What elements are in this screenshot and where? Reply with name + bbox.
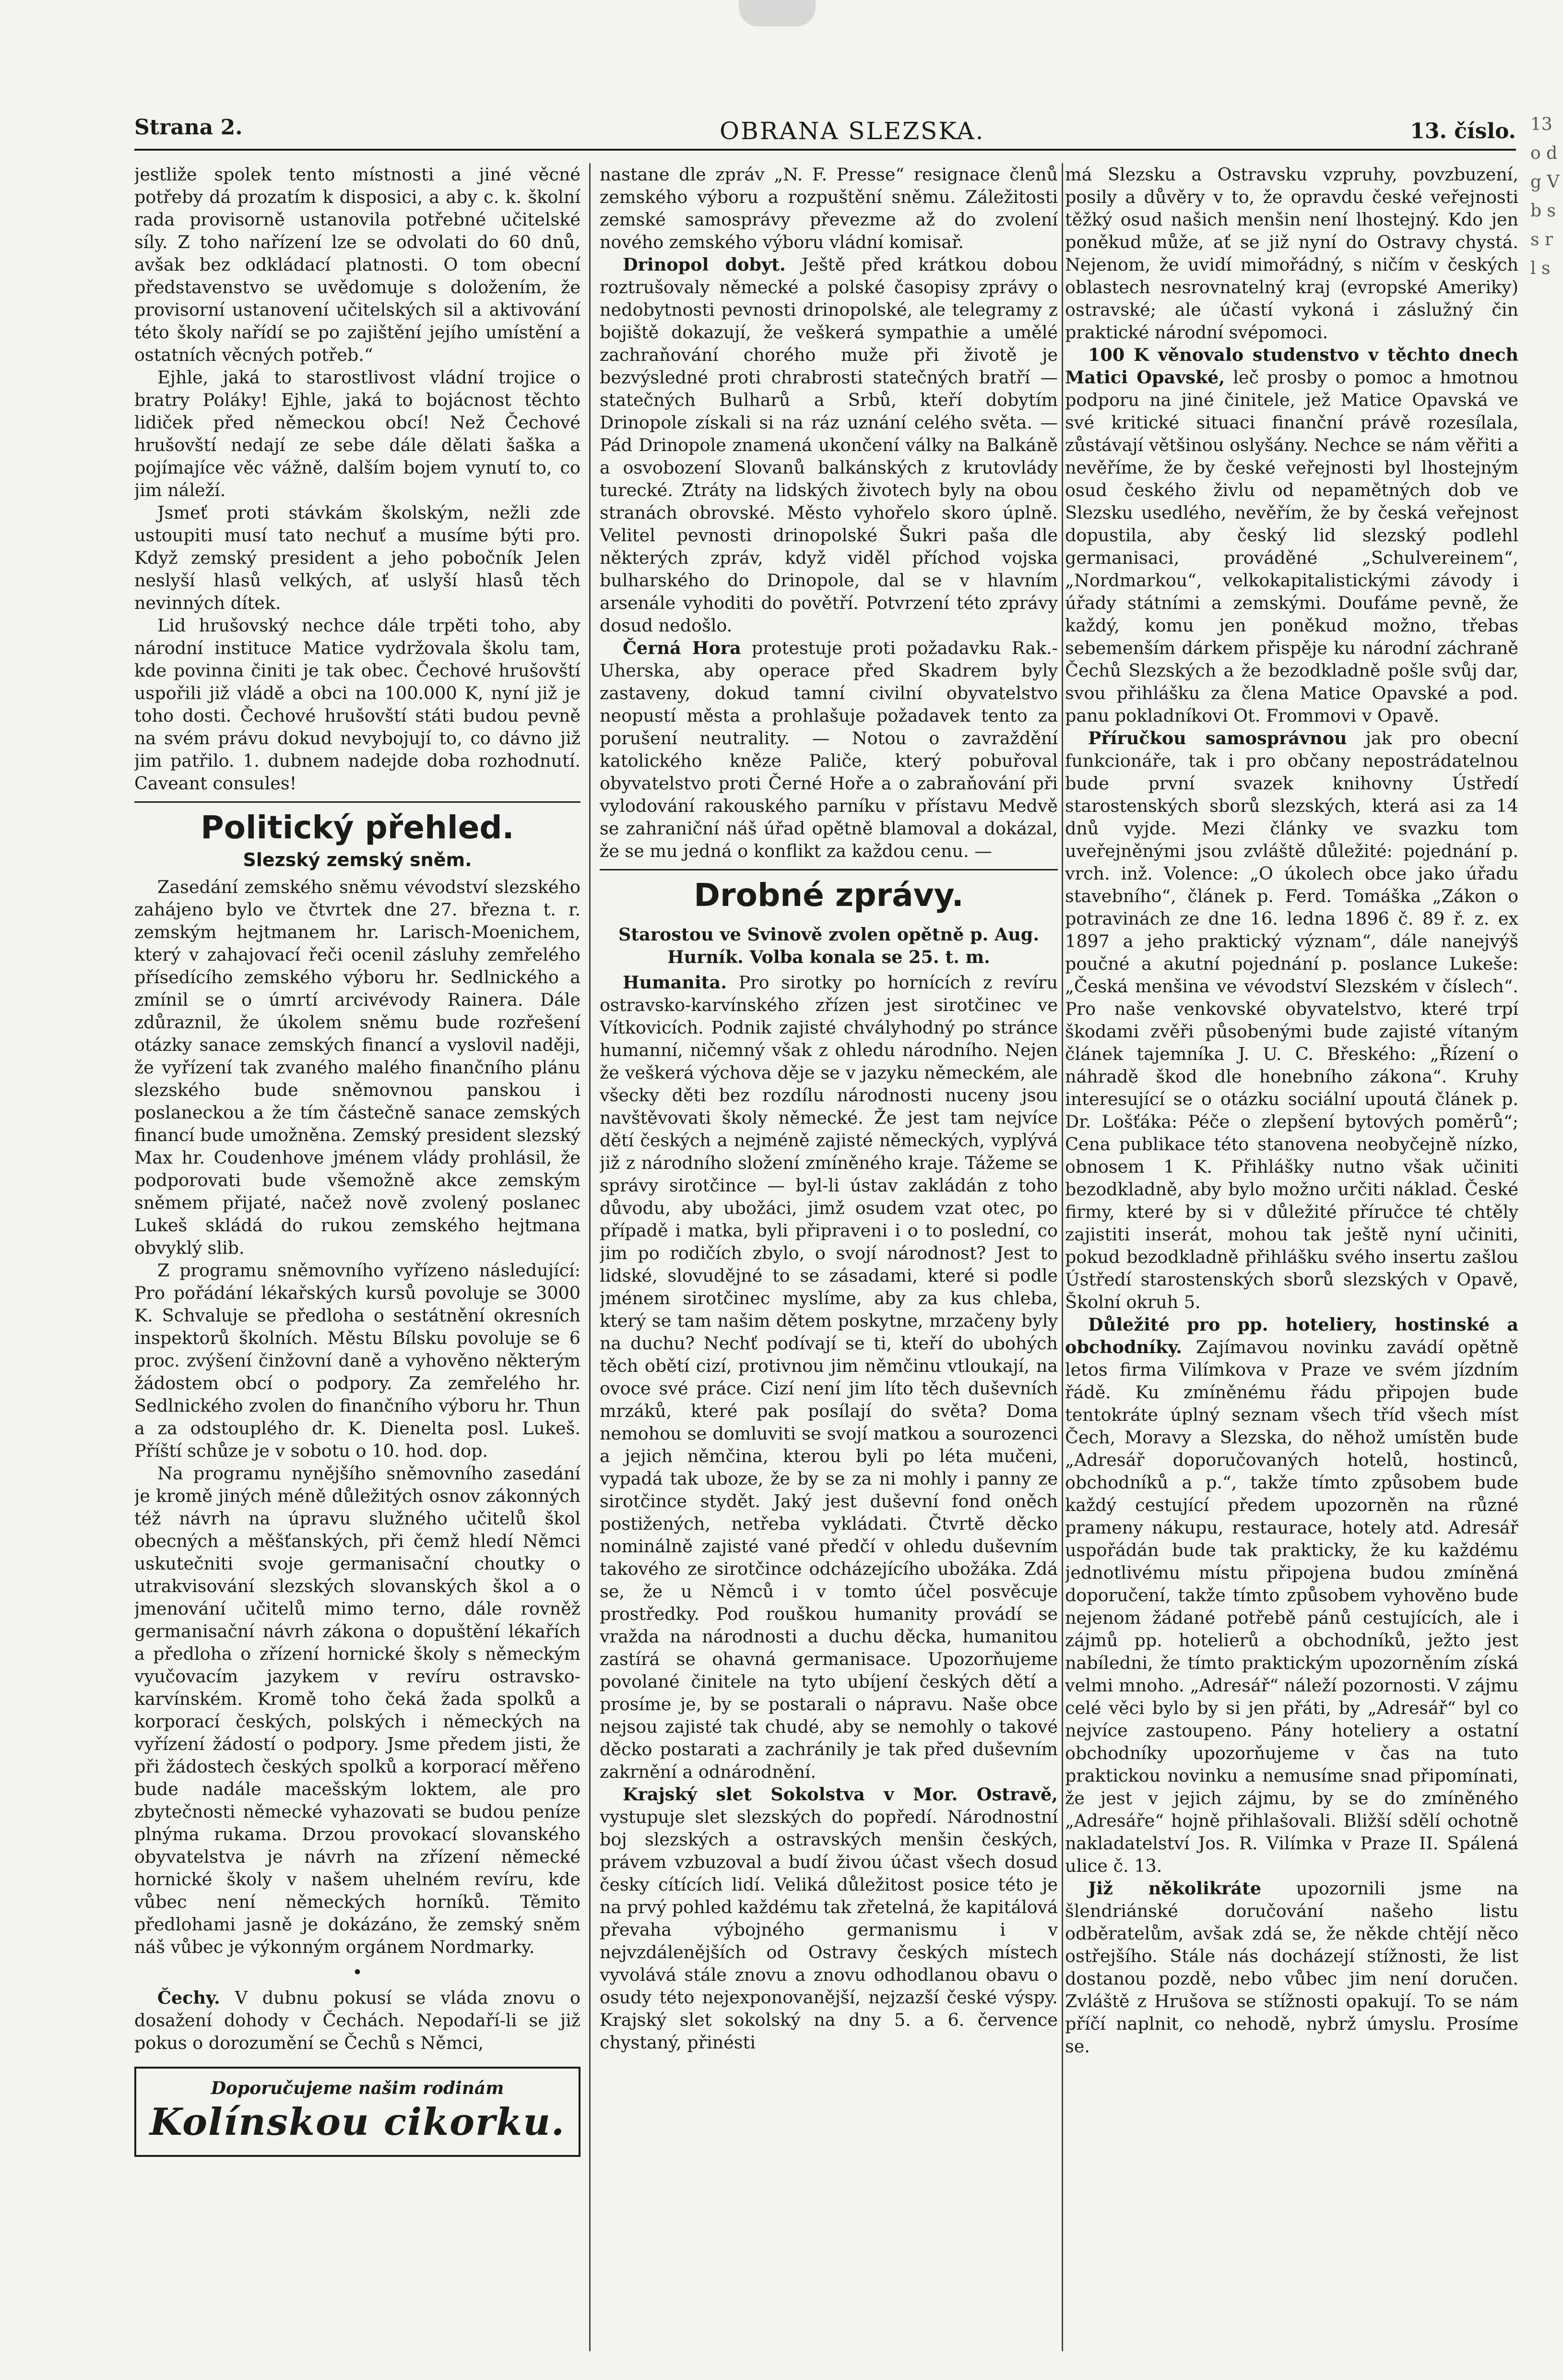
column-divider (589, 163, 591, 2351)
article-paragraph: nastane dle zpráv „N. F. Presse“ resignace členů zemského výboru a rozpuštění sněmu. Záležitosti zemské samosprávy převezme až do zvolení nového zemského výboru vládní komisař. (600, 164, 1058, 252)
section-rule (134, 801, 580, 803)
article-paragraph: má Slezsku a Ostravsku vzpruhy, povzbuzení, posily a důvěry v to, že opravdu české veřejnosti těžký osud našich menšin není lhostejný. Kdo jen poněkud může, ať se již nyní do Ostravy chystá. Nejenom, že uvidí mimořádný, s ničím v českých oblastech nesrovnatelný kraj (evropské Ameriky) ostravské; ale účastí vykoná i záslužný čin praktické národní svépomoci. (1065, 164, 1518, 343)
section-rule (600, 869, 1058, 870)
article-paragraph: Na programu nynějšího sněmovního zasedání je kromě jiných méně důležitých osnov zákonných též návrh na úpravu služného učitelů škol obecných a měšťanských, při čemž hledí Němci uskutečniti svoje germanisační choutky o utrakvisování slezských slovanských škol a o jmenování učitelů mimo terno, dále rovněž germanisační návrh zákona o dopuštění lékařích a předloha o zřízení hornické školy s německým vyučovacím jazykem v revíru ostravsko-karvínském. Kromě toho čeká žada spolků a korporací českých, polských i německých na vyřízení žádostí o podpory. Jsme předem jisti, že při žádostech českých spolků a korporací měřeno bude nadále macešským loktem, ale pro zbytečnosti německé vyhazovati se budou peníze plnýma rukama. Drzou provokací slovanského obyvatelstva je návrh na zřízení německé hornické školy v našem uhelném revíru, kde vůbec není německých horníků. Těmito předlohami jasně je dokázáno, že zemský sněm náš vůbec je výkonným orgánem Nordmarky. (134, 1463, 580, 1957)
paragraph-lead: Čechy. (157, 1987, 220, 2008)
column-2 (600, 163, 1058, 2351)
paragraph-lead: Již několikráte (1088, 1878, 1262, 1899)
paragraph-lead: Černá Hora (623, 638, 741, 658)
section-title-politics: Politický přehled. (201, 809, 514, 846)
article-paragraph: Zasedání zemského sněmu vévodství slezského zahájeno bylo ve čtvrtek dne 27. března t. r. zemským hejtmanem hr. Larisch-Moenichem, který v zahajovací řeči ocenil zásluhy zemřelého přísedícího zemského výboru hr. Sedlnického a zmínil se o úmrtí arcivévody Rainera. Dále zdůraznil, že úkolem sněmu bude rozřešení otázky sanace zemských financí a vyslovil naději, že vyřízení tak zvaného malého finančního plánu slezského bude sněmovnou panskou i poslaneckou a že tím částečně sanace zemských financí bude umožněna. Zemský president slezský Max hr. Coudenhove jménem vlády prohlásil, že podporovati bude všemožně akce zemským sněmem přijaté, načež nově zvolený poslanec Lukeš skládá do rukou zemského hejtmana obvyklý slib. (134, 877, 580, 1258)
paragraph-text: protestuje proti požadavku Rak.-Uherska, aby operace před Skadrem byly zastaveny, dokud tamní civilní obyvatelstvo neopustí města a prohlašuje požadavek tento za porušení neutrality. — Notou o zavraždění katolického kněze Paliče, který pobuřoval obyvatelstvo proti Černé Hoře a o zabraňování při vylodování rakouského parníku v přístavu Medvě se zahraniční náš úřad opětně blamoval a dokázal, že se mu jedná o konflikt za každou cenu. — (600, 638, 1058, 861)
paragraph-lead: Drinopol dobyt. (623, 254, 786, 275)
paragraph-lead: Krajský slet Sokolstva v Mor. Ostravě, (623, 1784, 1058, 1805)
column-1 (134, 163, 580, 2351)
column-divider (1062, 163, 1063, 2351)
ad-line-recommend: Doporučujeme našim rodinám (211, 2078, 504, 2098)
article-paragraph: Lid hrušovský nechce dále trpěti toho, aby národní instituce Matice vydržovala školu tam, kde povinna činiti je tak obec. Čechové hrušovští uspořili již vládě a obci na 100.000 K, nyní již je toho dosti. Čechové hrušovští státi budou pevně na svém právu dokud nevybojují to, co dávno již jim patřilo. 1. dubnem nadejde doba rozhodnutí. Caveant consules! (134, 615, 580, 794)
paragraph-text: Ještě před krátkou dobou roztrušovaly německé a polské časopisy zprávy o nedobytnosti pevnosti drinopolské, ale telegramy z bojiště dokazují, že veškerá sympathie a umělé zachraňování chorého muže při životě je bezvýsledné proti chrabrosti statečných bratří — statečných Bulharů a Srbů, kteří dobytím Drinopole získali si na ráz uznání celého světa. — Pád Drinopole znamená ukončení války na Balkáně a osvobození Slovanů balkánských z krutovlády turecké. Ztráty na lidských životech byly na obou stranách obrovské. Město vyhořelo skoro úplně. Velitel pevnosti drinopolské Šukri paša dle některých zpráv, když viděl příchod vojska bulharského do Drinopole, dal se v hlavním arsenále vyhoditi do povětří. Potvrzení této zprávy dosud nedošlo. (600, 254, 1058, 636)
issue-number: 13. číslo. (1410, 119, 1516, 143)
paragraph-lead: Důležité pro pp. hoteliery, hostinské a obchodníky. (1065, 1314, 1518, 1357)
column-3 (1065, 163, 1518, 2351)
paragraph-text: Pro sirotky po hornících z revíru ostravsko-karvínského zřízen jest sirotčinec ve Vítkovicích. Podnik zajisté chvályhodný po stránce humanní, ničemný však z ohledu národního. Nejen že veškerá výchova děje se v jazyku německém, ale všecky děti bez rozdílu národnosti nuceny jsou navštěvovati školy německé. Že jest tam nejvíce dětí českých a nejméně zajisté německých, vyplývá již z národního složení zmíněného kraje. Tážeme se správy sirotčince — byl-li ústav zakládán z toho důvodu, aby ubožáci, jimž osudem vzat otec, po případě i matka, byli připraveni i o to poslední, co jim po rodičích zbylo, o svojí národnost? Jest to lidské, slovudějné to se zásadami, které si podle jménem sirotčinec myslíme, aby za kus chleba, který se tam našim dětem poskytne, mrzačeny byly na duchu? Nechť podívají se ti, kteří do ubohých těch obětí cizí, protivnou jim němčinu vtloukají, na ovoce své práce. Cizí není jim líto těch duševních mrzáků, které pak posílají do světa? Doma nemohou se domluviti se svojí matkou a sourozenci a jejich němčina, kterou byli po léta mučeni, vypadá tak uboze, že by se za ni mohly i panny ze sirotčince stydět. Jaký jest duševní fond oněch postižených, netřeba vykládati. Čtvrtě děcko nominálně zajisté vané předčí v ohledu duševním takového ze sirotčince odcházejícího ubožáka. Zdá se, že u Němců i v tomto účel posvěcuje prostředky. Pod rouškou humanity provádí se vražda na národnosti a duchu děcka, humanitou zastírá se ohavná germanisace. Upozorňujeme povolané činitele na tyto ubíjení českých dětí a prosíme je, by se postarali o nápravu. Naše obce nejsou zajisté tak chudé, aby se nemohly o takové děcko postarati a zachránily je tak před duševním zakrnění a odnárodnění. (600, 972, 1058, 1782)
article-paragraph (1065, 1877, 1518, 2058)
paragraph-lead: Humanita. (623, 972, 727, 993)
article-paragraph: Z programu sněmovního vyřízeno následující: Pro pořádání lékařských kursů povoluje se 3000 K. Schvaluje se předloha o sestátnění okresních inspektorů školních. Městu Bílsku povoluje se 6 proc. zvýšení činžovní daně a vyhověno některým žádostem obcí o podpory. Za zemřelého hr. Sedlnického zvolen do finančního výboru hr. Thun a za odstouplého dr. K. Dienelta posl. Lukeš. Příští schůze je v sobotu o 10. hod. dop. (134, 1260, 580, 1461)
separator-dot: • (352, 1962, 363, 1983)
paragraph-text: leč prosby o pomoc a hmotnou podporu na jiné činitele, jež Matice Opavská ve své kritické situaci finanční právě rozesílala, zůstávají většinou oslyšány. Nechce se nám věřiti a nevěříme, že by české veřejnosti byl lhostejným osud českého živlu od nepamětných dob ve Slezsku usedlého, nevěřím, že by česká veřejnost dopustila, aby český lid slezský podlehl germanisaci, prováděné „Schulvereinem“, „Nordmarkou“, velkokapitalistickými závody i úřady státními a zemskými. Doufáme pevně, že každý, komu jen poněkud možno, třebas sebemenším dárkem přispěje ku národní záchraně Čechů Slezských a že bezodkladně pošle svůj dar, svou přihlášku za člena Matice Opavské a pod. panu pokladníkovi Ot. Frommovi v Opavě. (1065, 367, 1518, 726)
article-paragraph: Jsmeť proti stávkám školským, nežli zde ustoupiti musí tato nechuť a musíme býti pro. Když zemský president a jeho pobočník Jelen neslyší hlasů velkých, ať uslyší hlasů těch nevinných dítek. (134, 502, 580, 613)
ad-line-product: Kolínskou cikorku. (149, 2100, 566, 2144)
article-paragraph (1065, 344, 1518, 727)
article-paragraph (600, 1783, 1058, 2054)
scan-smudge (739, 0, 816, 26)
paragraph-lead: Příručkou samosprávnou (1088, 728, 1347, 749)
advertisement-box (134, 2067, 580, 2157)
article-paragraph (600, 971, 1058, 1783)
article-paragraph (1065, 727, 1518, 1313)
paragraph-lead: 100 K věnovalo studenstvo v těchto dnech Matici Opavské, (1065, 345, 1518, 388)
page-header (134, 110, 1516, 151)
news-item-headline: Starostou ve Svinově zvolen opětně p. Aug. Hurník. Volba konala se 25. t. m. (618, 924, 1040, 967)
section-subtitle: Slezský zemský sněm. (243, 849, 472, 870)
paragraph-text: V dubnu pokusí se vláda znovu o dosažení dohody v Čechách. Nepodaří-li se již pokus o dorozumění se Čechů s Němci, (134, 1987, 580, 2053)
page-number: Strana 2. (134, 115, 243, 140)
paragraph-text: upozornili jsme na šlendriánské doručování našeho listu odběratelům, avšak zdá se, že někde chtějí něco ostřejšího. Stále nás docházejí stížnosti, že list dostanou pozdě, nebo vůbec jim není doručen. Zvláště z Hrušova se stížnosti opakují. To se nám příčí naplnit, co nehodě, nybrž úmyslu. Prosíme se. (1065, 1878, 1518, 2057)
article-paragraph: jestliže spolek tento místnosti a jiné věcné potřeby dá prozatím k disposici, a aby c. k. školní rada provisorně ustanovila potřebné učitelské síly. Z toho nařízení lze se odvolati do 60 dnů, avšak bez odkládací platnosti. O tom obecní představenstvo se uvědomuje s doložením, že provisorní ustanovení učitelských sil a aktivování této školy nařídí se po zajištění jejího umístění a ostatních věcných potřeb.“ (134, 164, 580, 365)
article-paragraph: Ejhle, jaká to starostlivost vládní trojice o bratry Poláky! Ejhle, jaká to bojácnost těchto lidiček před německou obcí! Než Čechové hrušovští nedají ze sebe dále dělati šaška a pojímajíce věc vážně, dalším bojem vynutí to, co jim náleží. (134, 367, 580, 500)
paragraph-text: jak pro obecní funkcionáře, tak i pro občany nepostrádatelnou bude první svazek knihovny Ústředí starostenských sborů slezských, která asi za 14 dnů vyjde. Mezi články ve svazku tom uveřejněnými jsou zvláště důležité: pojednání p. vrch. inž. Volence: „O úkolech obce jako úřadu stavebního“, článek p. Ferd. Tomáška „Zákon o potravinách ze dne 16. ledna 1896 č. 89 ř. z. ex 1897 a jeho praktický význam“, dále nanejvýš poučné a akutní pojednání p. poslance Lukeše: „Česká menšina ve vévodství Slezském v číslech“. Pro naše venkovské obyvatelstvo, které trpí škodami zvěři působenými bude zajisté vítaným článek tajemníka J. U. C. Břeského: „Řízení o náhradě škod dle honebního zákona“. Kruhy interesující se o otázku sociální upoutá článek p. Dr. Lošťáka: Péče o zlepšení bytových poměrů“; Cena publikace této stanovena neobyčejně nízko, obnosem 1 K. Přihlášky nutno však učiniti bezodkladně, aby bylo možno určiti náklad. České firmy, které by si v důležité příručce té chtěly zajistiti inserát, mohou tak ještě nyní učiniti, pokud bezodkladně přihlášku svého insertu zašlou Ústředí starostenských sborů slezských v Opavě, Školní okruh 5. (1065, 728, 1518, 1312)
adjacent-page-edge: 13 o d g V b s s r l s (1530, 115, 1560, 278)
article-paragraph (134, 1987, 580, 2054)
newspaper-title: OBRANA SLEZSKA. (720, 117, 985, 145)
article-paragraph (600, 637, 1058, 862)
section-title-news: Drobné zprávy. (694, 877, 964, 914)
article-paragraph (600, 253, 1058, 637)
paragraph-text: vystupuje slet slezských do popředí. Národnostní boj slezských a ostravských menšin českých, právem vzbuzoval a budí živou účast všech dosud česky cítících lidí. Veliká důležitost posice této je na prvý pohled každému tak zřetelná, že kapitálová převaha výbojného germanismu i v nejvzdálenějších od Ostravy českých místech vyvolává stále znovu a znovu odhodlanou obavu o osudy této nejexponovanější, nejzazší české výspy. Krajský slet sokolský na dny 5. a 6. července chystaný, přinésti (600, 1807, 1058, 2053)
paragraph-text: Zajímavou novinku zavádí opětně letos firma Vilímkova v Praze ve svém jízdním řádě. Ku zmíněnému řádu připojen bude tentokráte úplný seznam všech tříd všech míst Čech, Moravy a Slezska, do něhož umístěn bude „Adresář doporučovaných hotelů, hostinců, obchodníků a p.“, takže tímto způsobem bude každý cestující předem upozorněn na různé prameny nákupu, restaurace, hotely atd. Adresář uspořádán bude tak prakticky, že ku každému jednotlivému místu připojena budou zmíněná doporučení, takže tímto způsobem vyhověno bude nejenom žádané potřebě pánů cestujících, ale i zájmů pp. hotelierů a obchodníků, ježto jest nabíledni, že tímto praktickým upozorněním získá velmi mnoho. „Adresář“ náleží pozornosti. V zájmu celé věci bylo by si jen přáti, by „Adresář“ byl co nejvíce zastoupeno. Pány hoteliery a ostatní obchodníky upozorňujeme v čas na tuto praktickou novinku a nemusíme snad připomínati, že jest v jejich zájmu, by se do zmíněného „Adresáře“ hojně přihlašovali. Bližší sdělí ochotně nakladatelství Jos. R. Vilímka v Praze II. Spálená ulice č. 13. (1065, 1337, 1518, 1876)
article-paragraph (1065, 1313, 1518, 1877)
